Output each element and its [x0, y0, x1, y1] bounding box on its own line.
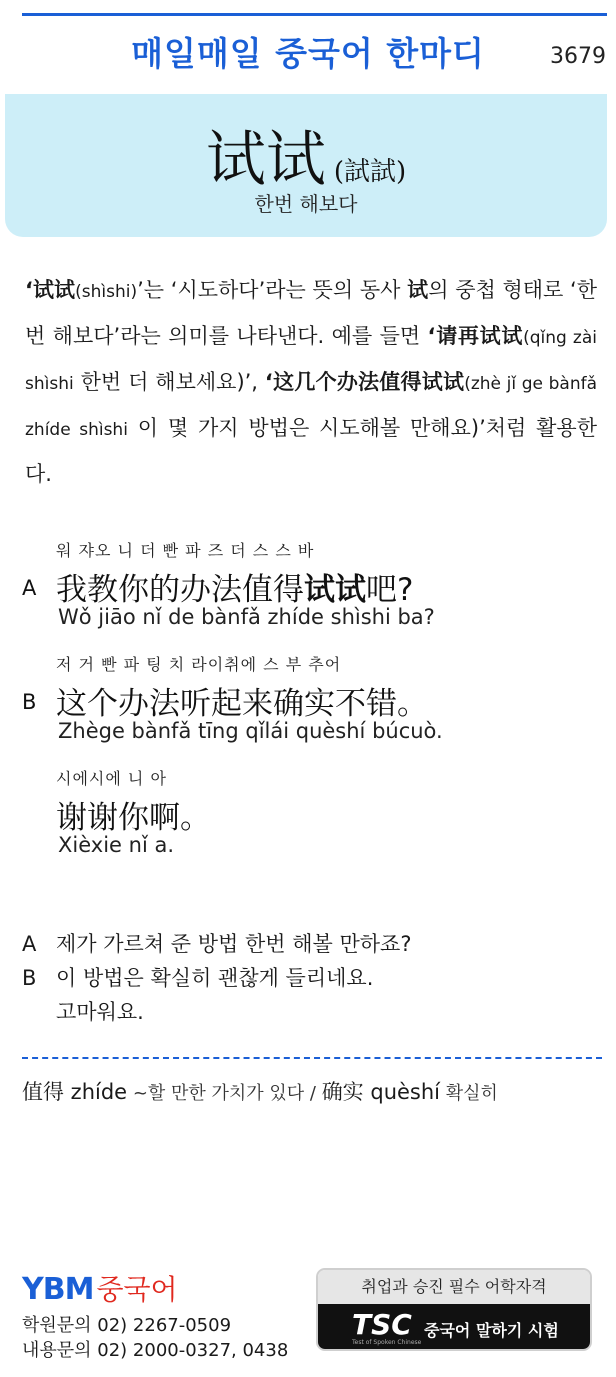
explanation-text: (shìshi) — [75, 282, 138, 302]
headword-box — [5, 94, 607, 237]
headword — [5, 112, 607, 198]
tsc-tagline: 취업과 승진 필수 어학자격 — [318, 1270, 590, 1304]
korean-reading: 워 쟈오 니 더 빤 파 즈 더 스 스 바 — [56, 541, 315, 560]
explanation-text: 이 몇 가지 방법은 시도해볼 만해요)’처럼 활용한다. — [25, 416, 597, 486]
speaker-label: A — [22, 932, 37, 956]
tsc-logo-sub: Test of Spoken Chinese — [352, 1339, 422, 1346]
vocab-word: 值得 zhíde — [22, 1080, 128, 1104]
explanation-text: 한번 더 해보세요)’, — [73, 370, 265, 394]
chinese-sentence — [56, 678, 428, 723]
vocab-word: 确实 quèshí — [321, 1080, 441, 1104]
explanation-text: 试 — [407, 278, 429, 302]
chinese-sentence — [56, 564, 413, 609]
vocab-separator: / — [304, 1083, 322, 1104]
pinyin: Xièxie nǐ a. — [58, 833, 174, 857]
chinese-highlight: 试试 — [304, 572, 366, 608]
headword-hanzi: 试试 — [205, 125, 326, 195]
headword-traditional: (試試) — [333, 157, 407, 187]
vocab-meaning: ~할 만한 가치가 있다 — [127, 1083, 305, 1104]
pinyin: Wǒ jiāo nǐ de bànfǎ zhíde shìshi ba? — [58, 605, 435, 629]
vocab-meaning: 확실히 — [440, 1083, 498, 1104]
top-rule — [22, 13, 607, 16]
tsc-title: 중국어 말하기 시험 — [424, 1321, 559, 1340]
contact-academy: 학원문의 02) 2267-0509 — [22, 1315, 232, 1336]
tsc-logo: TSC — [352, 1308, 412, 1341]
chinese-text: 我教你的办法值得 — [56, 572, 304, 608]
dashed-divider — [22, 1057, 602, 1059]
explanation-text: ‘这几个办法值得试试 — [264, 370, 465, 394]
dialogue-line-a — [22, 538, 612, 638]
vocabulary-note — [22, 1076, 498, 1106]
explanation-text: 의 중첩 형태로 ‘한번 해보다’라는 의미를 나타낸다. 예를 들면 — [25, 278, 598, 348]
translation-line-a2 — [22, 996, 144, 1026]
explanation-text: ‘请再试试 — [427, 324, 524, 348]
chinese-text: 这个办法听起来确实不错。 — [56, 686, 428, 722]
ybm-logo — [22, 1268, 178, 1308]
explanation-text: ‘试试 — [25, 278, 76, 302]
tsc-ad-banner[interactable] — [316, 1268, 592, 1351]
ybm-logo-text: YBM — [22, 1272, 94, 1307]
issue-number: 3679 — [550, 44, 606, 69]
pinyin: Zhège bànfǎ tīng qǐlái quèshí búcuò. — [58, 719, 443, 743]
dialogue-line-b — [22, 652, 612, 752]
translation-line-b — [22, 962, 373, 992]
translation-text: 제가 가르쳐 준 방법 한번 해볼 만하죠? — [56, 932, 412, 956]
dialogue-line-a2 — [22, 766, 612, 866]
translation-line-a — [22, 928, 412, 958]
explanation-text: (qǐng zài shìshi — [25, 328, 597, 394]
translation-text: 고마워요. — [56, 1000, 144, 1024]
speaker-label: A — [22, 576, 37, 600]
chinese-text: 谢谢你啊。 — [56, 800, 211, 836]
translation-text: 이 방법은 확실히 괜찮게 들리네요. — [56, 966, 374, 990]
chinese-sentence — [56, 792, 211, 837]
chinese-text: 吧? — [366, 572, 414, 608]
korean-reading: 저 거 빤 파 팅 치 라이취에 스 부 추어 — [56, 655, 342, 674]
explanation-paragraph — [25, 268, 597, 496]
explanation-text: ’는 ‘시도하다’라는 뜻의 동사 — [137, 278, 408, 302]
explanation-text: (zhè jǐ ge bànfǎ zhíde shìshi — [25, 374, 597, 440]
contact-content: 내용문의 02) 2000-0327, 0438 — [22, 1340, 289, 1361]
tsc-bar — [318, 1304, 590, 1351]
speaker-label: B — [22, 690, 37, 714]
series-title: 매일매일 중국어 한마디 — [131, 34, 485, 73]
headword-meaning: 한번 해보다 — [254, 192, 358, 216]
speaker-label: B — [22, 966, 37, 990]
korean-reading: 시에시에 니 아 — [56, 769, 167, 788]
ybm-logo-sub: 중국어 — [96, 1273, 178, 1306]
